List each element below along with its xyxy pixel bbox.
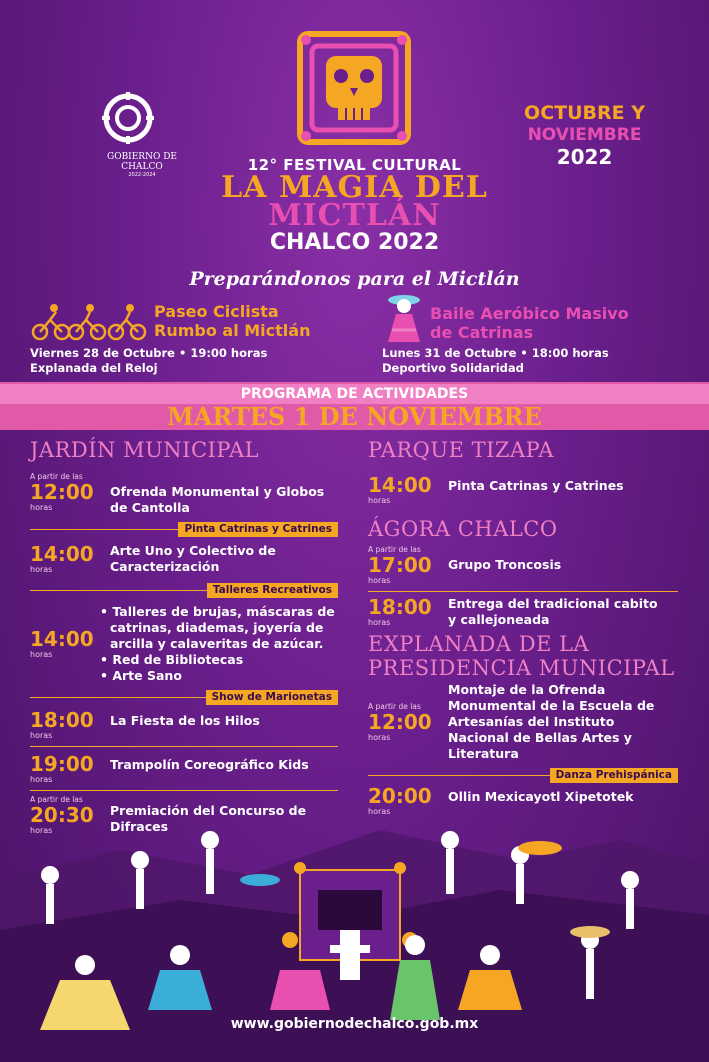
section-agora-chalco: ÁGORA CHALCO <box>368 517 558 541</box>
activity-text: Monumental de la Escuela de <box>448 698 655 713</box>
horas-label: horas <box>30 775 53 784</box>
event-cycling-where: Explanada del Reloj <box>30 361 158 375</box>
schedule-row <box>368 785 678 816</box>
activity-bullet: catrinas, diademas, joyería de <box>110 620 324 635</box>
aztec-skull-sun-icon <box>294 28 414 148</box>
time: 17:00 <box>368 553 432 577</box>
schedule-row <box>30 709 338 740</box>
time: 20:30 <box>30 803 94 827</box>
government-name: GOBIERNO DE CHALCO <box>107 152 177 172</box>
program-date: MARTES 1 DE NOVIEMBRE <box>167 402 542 431</box>
horas-label: horas <box>368 576 391 585</box>
horas-label: horas <box>30 826 53 835</box>
horas-label: horas <box>30 565 53 574</box>
activity-text: Artesanías del Instituto <box>448 714 615 729</box>
title-line2: MICTLÁN <box>268 198 441 233</box>
time-prefix: A partir de las <box>30 472 83 481</box>
activity-text: Nacional de Bellas Artes y <box>448 730 632 745</box>
event-cycling-title1: Paseo Ciclista <box>154 302 279 321</box>
activity-text: Montaje de la Ofrenda <box>448 682 606 697</box>
activity-text: Arte Uno y Colectivo de <box>110 543 276 558</box>
dates-line2: NOVIEMBRE <box>527 125 642 145</box>
section-explanada-line2: PRESIDENCIA MUNICIPAL <box>368 656 675 680</box>
horas-label: horas <box>368 807 391 816</box>
left-column <box>30 438 338 835</box>
schedule-row <box>368 474 678 505</box>
footer-url[interactable]: www.gobiernodechalco.gob.mx <box>230 1016 479 1032</box>
time: 20:00 <box>368 784 432 808</box>
bicycle-icon <box>30 302 150 342</box>
category-tag: Show de Marionetas <box>206 690 338 705</box>
horas-label: horas <box>368 618 391 627</box>
time: 19:00 <box>30 752 94 776</box>
activity-bullet: • Red de Bibliotecas <box>100 652 244 667</box>
time: 14:00 <box>30 627 94 651</box>
activity-text: Premiación del Concurso de <box>110 803 307 818</box>
event-aerobics-when: Lunes 31 de Octubre • 18:00 horas <box>382 346 609 360</box>
activity-bullet: • Talleres de brujas, máscaras de <box>100 604 335 619</box>
event-cycling <box>154 302 310 340</box>
activity-text: Pinta Catrinas y Catrines <box>448 478 624 493</box>
horas-label: horas <box>368 496 391 505</box>
horas-label: horas <box>30 503 53 512</box>
schedule-row <box>368 545 678 585</box>
activity-bullet: arcilla y calaveritas de azúcar. <box>110 636 324 651</box>
event-aerobics <box>430 304 629 342</box>
category-tag: Pinta Catrinas y Catrines <box>178 522 338 537</box>
government-years: 2022-2024 <box>128 172 156 178</box>
time: 18:00 <box>368 595 432 619</box>
activity-text: Literatura <box>448 746 519 761</box>
event-aerobics-where: Deportivo Solidaridad <box>382 361 524 375</box>
event-aerobics-title1: Baile Aeróbico Masivo <box>430 304 629 323</box>
event-aerobics-title2: de Catrinas <box>430 323 534 342</box>
time: 12:00 <box>30 480 94 504</box>
dates-year: 2022 <box>556 145 613 169</box>
title-line1: LA MAGIA DEL <box>221 170 488 205</box>
schedule-row <box>368 596 678 628</box>
festival-title <box>0 156 709 255</box>
time: 14:00 <box>30 542 94 566</box>
festival-subtitle: 12° FESTIVAL CULTURAL <box>247 156 462 174</box>
dates-line1: OCTUBRE Y <box>524 102 645 124</box>
event-cycling-info <box>30 346 267 376</box>
chalco-seal-icon <box>102 92 154 144</box>
section-explanada-line1: EXPLANADA DE LA <box>368 632 590 656</box>
section-parque-tizapa: PARQUE TIZAPA <box>368 438 555 462</box>
activity-text: Ofrenda Monumental y Globos <box>110 484 325 499</box>
activity-text: Grupo Troncosis <box>448 557 562 572</box>
category-tag: Talleres Recreativos <box>207 583 338 598</box>
schedule-row <box>30 753 338 784</box>
schedule-row <box>368 682 678 762</box>
time-prefix: A partir de las <box>368 545 421 554</box>
schedule-row <box>30 604 338 684</box>
catrina-icon <box>382 292 426 344</box>
right-column <box>368 438 678 816</box>
activity-bullet: • Arte Sano <box>100 668 182 683</box>
program-label: PROGRAMA DE ACTIVIDADES <box>240 386 469 402</box>
time: 12:00 <box>368 710 432 734</box>
activity-text: Caracterización <box>110 559 220 574</box>
time-prefix: A partir de las <box>368 702 421 711</box>
horas-label: horas <box>30 731 53 740</box>
time: 18:00 <box>30 708 94 732</box>
activity-text: Entrega del tradicional cabito <box>448 596 658 611</box>
category-tag: Danza Prehispánica <box>550 768 678 783</box>
schedule-row <box>30 472 338 516</box>
prep-heading: Preparándonos para el Mictlán <box>189 268 520 290</box>
activity-text: Difraces <box>110 819 169 834</box>
event-cycling-when: Viernes 28 de Octubre • 19:00 horas <box>30 346 268 360</box>
event-cycling-title2: Rumbo al Mictlán <box>154 321 311 340</box>
event-aerobics-info <box>382 346 609 376</box>
section-jardin-municipal: JARDÍN MUNICIPAL <box>30 438 260 462</box>
activity-text: de Cantolla <box>110 500 190 515</box>
activity-text: Ollin Mexicayotl Xipetotek <box>448 789 634 804</box>
activity-text: Trampolín Coreográfico Kids <box>110 757 309 772</box>
title-city: CHALCO 2022 <box>269 230 440 255</box>
horas-label: horas <box>368 733 391 742</box>
time-prefix: A partir de las <box>30 795 83 804</box>
schedule-row <box>30 543 338 575</box>
activity-text: y callejoneada <box>448 612 550 627</box>
time: 14:00 <box>368 473 432 497</box>
horas-label: horas <box>30 650 53 659</box>
activity-text: La Fiesta de los Hilos <box>110 713 260 728</box>
